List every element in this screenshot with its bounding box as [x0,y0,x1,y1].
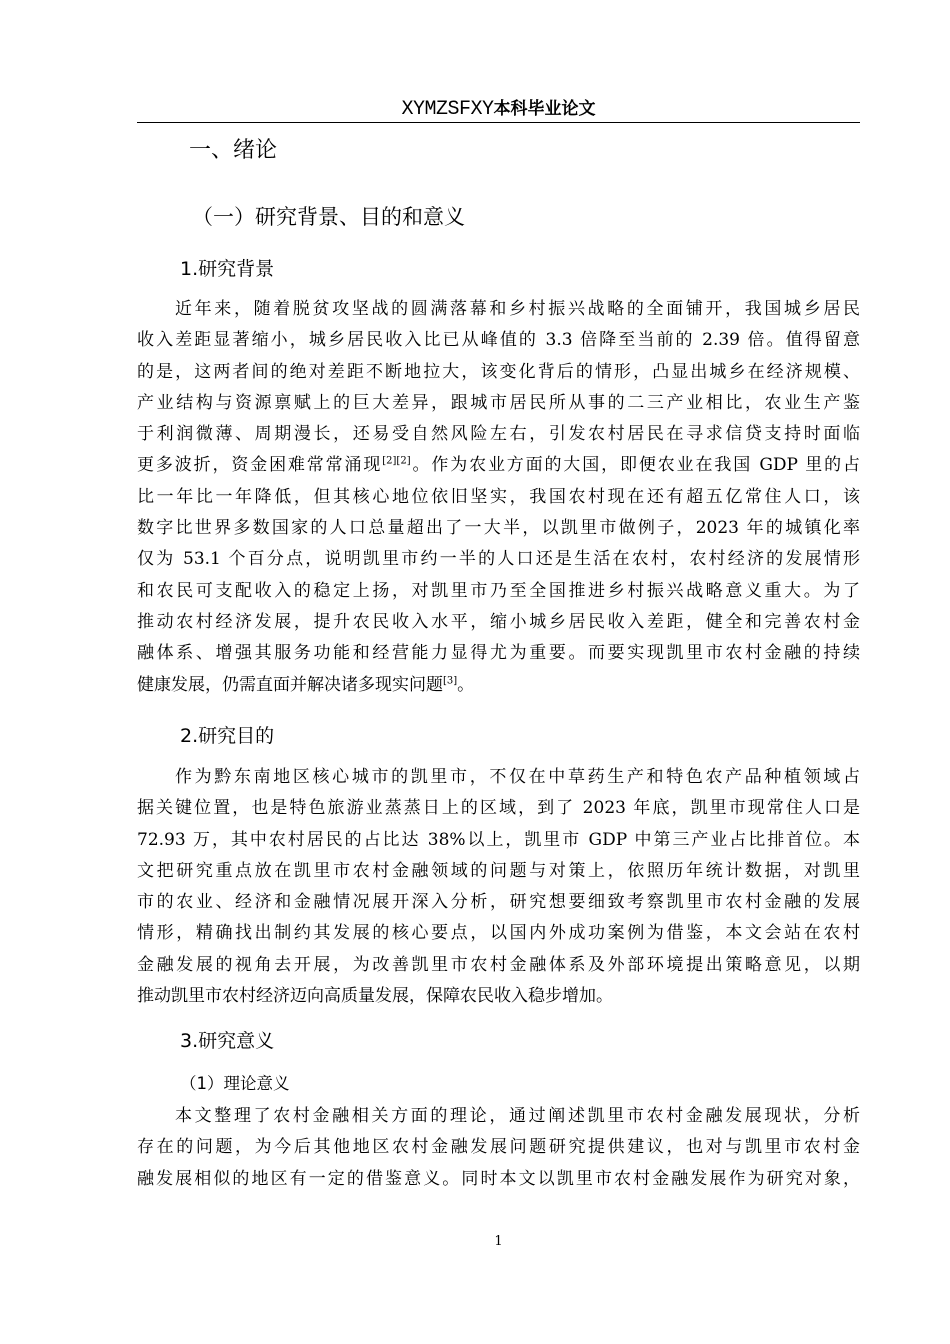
paragraph-line: 推动农村经济发展，提升农民收入水平，缩小城乡居民收入差距，健全和完善农村金 [137,611,860,632]
header-rule [137,122,860,123]
page-header [137,94,860,123]
purpose-paragraph [137,762,860,1012]
page-number: 1 [494,1234,503,1249]
paragraph-line: 的是，这两者间的绝对差距不断地拉大，该变化背后的情形，凸显出城乡在经济规模、 [137,361,860,382]
purpose-heading: 2.研究目的 [180,725,275,747]
paragraph-line: 产业结构与资源禀赋上的巨大差异，跟城市居民所从事的二三产业相比，农业生产鉴 [137,392,860,413]
line-fragment: 健康发展，仍需直面并解决诸多现实问题 [137,674,443,695]
paragraph-line: 金融发展的视角去开展，为改善凯里市农村金融体系及外部环境提出策略意见，以期 [137,954,860,975]
paragraph-line: 和农民可支配收入的稳定上扬，对凯里市乃至全国推进乡村振兴战略意义重大。为了 [137,580,860,601]
citation-marker: [3] [443,674,458,686]
paragraph-line: 市的农业、经济和金融情况展开深入分析，研究想要细致考察凯里市农村金融的发展 [137,892,860,913]
citation-marker: [2][2] [382,455,411,467]
chapter-title: 一、绪论 [189,138,278,163]
paragraph-line: 近年来，随着脱贫攻坚战的圆满落幕和乡村振兴战略的全面铺开，我国城乡居民 [175,299,860,319]
paragraph-line: 数字比世界多数国家的人口总量超出了一大半，以凯里市做例子，2023 年的城镇化率 [137,518,860,539]
paragraph-line: 本文整理了农村金融相关方面的理论，通过阐述凯里市农村金融发展现状，分析 [175,1106,860,1126]
significance-heading: 3.研究意义 [180,1030,275,1052]
paragraph-line: 72.93 万，其中农村居民的占比达 38%以上，凯里市 GDP 中第三产业占比排首位。本 [137,829,860,850]
paragraph-line: 情形，精确找出制约其发展的核心要点，以国内外成功案例为借鉴，本文会站在农村 [137,923,860,944]
paragraph-line: 比一年比一年降低，但其核心地位依旧坚实，我国农村现在还有超五亿常住人口，该 [137,486,860,507]
line-fragment: 。 [457,674,475,695]
line-fragment: 更多波折，资金困难常常涌现 [137,455,383,476]
theory-subheading: （1）理论意义 [180,1074,290,1093]
paragraph-line: 仅为 53.1 个百分点，说明凯里市约一半的人口还是生活在农村，农村经济的发展情形 [137,549,860,570]
paragraph-line: 融发展相似的地区有一定的借鉴意义。同时本文以凯里市农村金融发展作为研究对象， [137,1168,860,1189]
paragraph-line [137,670,860,701]
paragraph-line: 文把研究重点放在凯里市农村金融领域的问题与对策上，依照历年统计数据，对凯里 [137,860,860,881]
header-title-suffix: 本科毕业论文 [493,99,596,119]
paragraph-line: 据关键位置，也是特色旅游业蒸蒸日上的区域，到了 2023 年底，凯里市现常住人口是 [137,798,860,819]
header-school-code: XYMZSFXY [401,98,494,121]
paragraph-line [137,450,860,481]
paragraph-line: 融体系、增强其服务功能和经营能力显得尤为重要。而要实现凯里市农村金融的持续 [137,643,860,664]
paragraph-line: 存在的问题，为今后其他地区农村金融发展问题研究提供建议，也对与凯里市农村金 [137,1137,860,1158]
background-heading: 1.研究背景 [180,258,275,280]
significance-paragraph [137,1101,860,1195]
section-title: （一）研究背景、目的和意义 [192,205,465,229]
paragraph-line: 收入差距显著缩小，城乡居民收入比已从峰值的 3.3 倍降至当前的 2.39 倍。值得留意 [137,330,860,351]
paragraph-line: 于利润微薄、周期漫长，还易受自然风险左右，引发农村居民在寻求信贷支持时面临 [137,424,860,445]
background-paragraph [137,294,860,701]
paragraph-line: 推动凯里市农村经济迈向高质量发展，保障农民收入稳步增加。 [137,986,613,1007]
paragraph-line: 作为黔东南地区核心城市的凯里市，不仅在中草药生产和特色农产品种植领域占 [175,767,860,787]
line-fragment: 。作为农业方面的大国，即便农业在我国 GDP 里的占 [410,455,860,476]
